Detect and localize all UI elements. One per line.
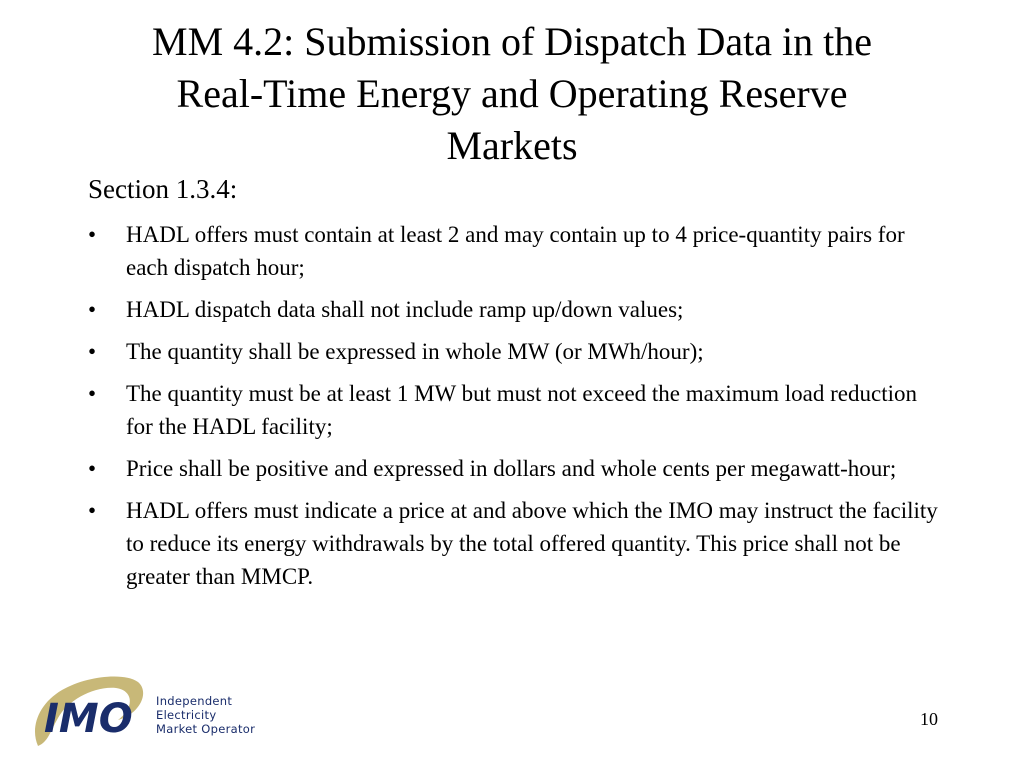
bullet-dot-icon: • xyxy=(88,498,97,523)
bullet-item xyxy=(88,335,948,368)
bullet-text: HADL dispatch data shall not include ramp up/down values; xyxy=(126,297,684,322)
bullet-dot-icon: • xyxy=(88,456,97,481)
bullet-list xyxy=(88,218,948,602)
logo-mark-text: IMO xyxy=(44,696,133,742)
section-heading: Section 1.3.4: xyxy=(88,174,238,204)
logo-line-2: Electricity xyxy=(156,708,217,722)
bullet-dot-icon: • xyxy=(88,297,97,322)
logo-line-1: Independent xyxy=(156,694,233,708)
title-line-1: MM 4.2: Submission of Dispatch Data in the xyxy=(152,19,872,64)
bullet-dot-icon: • xyxy=(88,222,97,247)
slide-title xyxy=(60,16,964,172)
bullet-item xyxy=(88,218,948,284)
bullet-dot-icon: • xyxy=(88,381,97,406)
title-line-2: Real-Time Energy and Operating Reserve xyxy=(176,71,848,116)
logo-line-3: Market Operator xyxy=(156,722,256,736)
bullet-item xyxy=(88,293,948,326)
page-number: 10 xyxy=(920,709,938,729)
logo-text xyxy=(156,694,255,736)
bullet-text: The quantity shall be expressed in whole MW (or MWh/hour); xyxy=(126,339,704,364)
title-line-3: Markets xyxy=(446,123,578,168)
bullet-item xyxy=(88,494,948,593)
bullet-item xyxy=(88,452,948,485)
imo-logo xyxy=(28,668,268,752)
bullet-text: HADL offers must contain at least 2 and may contain up to 4 price-quantity pairs for each dispatch hour; xyxy=(126,222,905,280)
bullet-text: Price shall be positive and expressed in dollars and whole cents per megawatt-hour; xyxy=(126,456,897,481)
bullet-text: HADL offers must indicate a price at and above which the IMO may instruct the facility to reduce its energy withdrawals by the total offered quantity. This price shall not be greater than MMCP. xyxy=(126,498,938,589)
bullet-text: The quantity must be at least 1 MW but must not exceed the maximum load reduction for the HADL facility; xyxy=(126,381,917,439)
bullet-item xyxy=(88,377,948,443)
imo-logo-mark-icon xyxy=(28,668,158,752)
bullet-dot-icon: • xyxy=(88,339,97,364)
